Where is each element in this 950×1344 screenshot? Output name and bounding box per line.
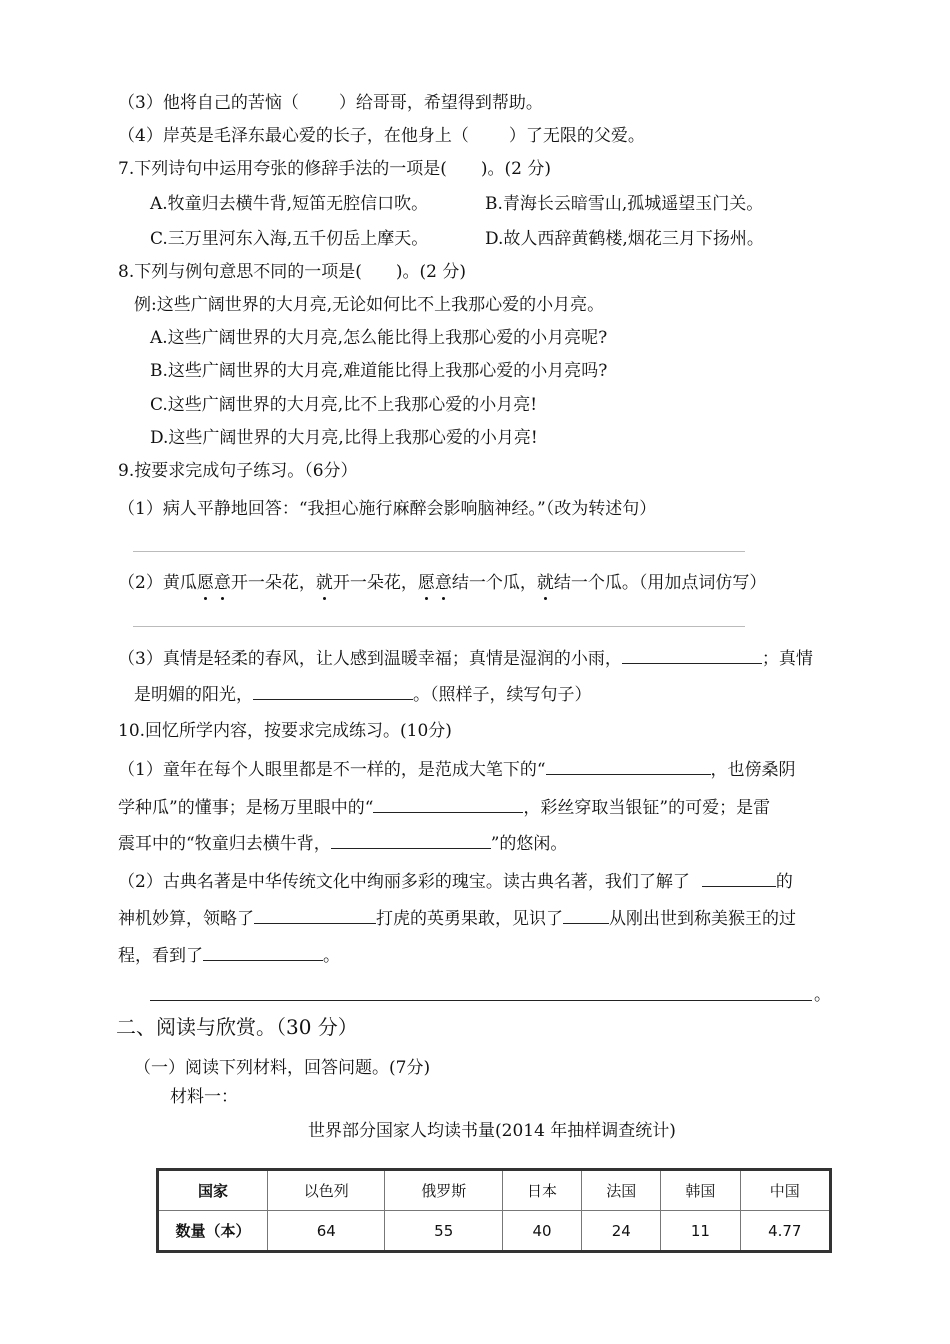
q9-item3-line2: 是明媚的阳光， 。（照样子，续写句子） — [134, 685, 592, 705]
q8-stem: 8.下列与例句意思不同的一项是( )。(2 分) — [118, 262, 466, 282]
q7-stem: 7.下列诗句中运用夸张的修辞手法的一项是( )。(2 分) — [118, 159, 551, 179]
section-title: 二、阅读与欣赏。（30 分） — [116, 1015, 358, 1039]
table-row — [158, 1211, 831, 1252]
q6-item4: （4）岸英是毛泽东最心爱的长子，在他身上（ ）了无限的父爱。 — [118, 126, 645, 146]
table-cell: 中国 — [740, 1170, 830, 1211]
q10-item2-line3: 程，看到了 。 — [118, 946, 340, 966]
answer-blank[interactable] — [546, 758, 711, 775]
table-cell: 日本 — [502, 1170, 581, 1211]
emphasis-char: 意 — [434, 573, 452, 593]
q9-item3-line1: （3）真情是轻柔的春风，让人感到温暖幸福；真情是湿润的小雨， ；真情 — [118, 649, 813, 669]
emphasis-char: 愿 — [417, 573, 435, 593]
q6-item3: （3）他将自己的苦恼（ ）给哥哥，希望得到帮助。 — [118, 93, 543, 113]
answer-blank[interactable] — [563, 907, 609, 924]
q10-item1-line3: 震耳中的“牧童归去横牛背， ”的悠闲。 — [118, 834, 568, 854]
emphasis-char: 就 — [536, 573, 554, 593]
q9-item1: （1）病人平静地回答：“我担心施行麻醉会影响脑神经。”（改为转述句） — [118, 499, 657, 519]
table-cell: 俄罗斯 — [385, 1170, 502, 1211]
table-cell: 法国 — [582, 1170, 661, 1211]
emphasis-char: 愿 — [196, 573, 214, 593]
q7-option-c: C.三万里河东入海,五千仞岳上摩天。 — [150, 229, 429, 249]
q7-option-d: D.故人西辞黄鹤楼,烟花三月下扬州。 — [485, 229, 764, 249]
answer-blank[interactable] — [622, 647, 762, 664]
q10-item2-line1: （2）古典名著是中华传统文化中绚丽多彩的瑰宝。读古典名著，我们了解了 的 — [118, 872, 793, 892]
q8-example: 例:这些广阔世界的大月亮,无论如何比不上我那心爱的小月亮。 — [134, 295, 605, 315]
table-cell: 以色列 — [268, 1170, 385, 1211]
q7-option-a: A.牧童归去横牛背,短笛无腔信口吹。 — [150, 194, 429, 214]
q9-item2: （2）黄瓜愿意开一朵花，就开一朵花，愿意结一个瓜，就结一个瓜。（用加点词仿写） — [118, 573, 767, 593]
table-cell: 64 — [268, 1211, 385, 1252]
table-cell: 24 — [582, 1211, 661, 1252]
material-label: 材料一： — [170, 1087, 238, 1107]
q8-option-d: D.这些广阔世界的大月亮,比得上我那心爱的小月亮! — [150, 428, 538, 448]
q10-item1-line1: （1）童年在每个人眼里都是不一样的，是范成大笔下的“ ，也傍桑阴 — [118, 760, 796, 780]
row-header: 国家 — [158, 1170, 268, 1211]
row-header: 数量（本） — [158, 1211, 268, 1252]
answer-blank[interactable] — [331, 832, 491, 849]
answer-blank[interactable] — [254, 907, 376, 924]
answer-blank[interactable] — [373, 796, 523, 813]
answer-line[interactable] — [133, 626, 745, 627]
answer-blank[interactable] — [253, 683, 413, 700]
table-title: 世界部分国家人均读书量(2014 年抽样调查统计) — [308, 1121, 676, 1141]
q8-option-b: B.这些广阔世界的大月亮,难道能比得上我那心爱的小月亮吗? — [150, 361, 608, 381]
answer-blank[interactable] — [702, 870, 776, 887]
table-cell: 4.77 — [740, 1211, 830, 1252]
answer-line[interactable] — [133, 551, 745, 552]
emphasis-char: 就 — [315, 573, 333, 593]
table-cell: 40 — [502, 1211, 581, 1252]
answer-line[interactable] — [150, 1000, 812, 1001]
q10-stem: 10.回忆所学内容，按要求完成练习。(10分) — [118, 721, 452, 741]
table-cell: 55 — [385, 1211, 502, 1252]
q8-option-c: C.这些广阔世界的大月亮,比不上我那心爱的小月亮! — [150, 395, 538, 415]
table-cell: 11 — [661, 1211, 740, 1252]
q10-item1-line2: 学种瓜”的懂事；是杨万里眼中的“ ，彩丝穿取当银钲”的可爱；是雷 — [118, 798, 771, 818]
part-title: （一）阅读下列材料，回答问题。(7分) — [134, 1058, 431, 1078]
reading-stats-table — [156, 1168, 832, 1253]
table-cell: 韩国 — [661, 1170, 740, 1211]
q9-stem: 9.按要求完成句子练习。（6分） — [118, 461, 358, 481]
answer-blank[interactable] — [203, 944, 323, 961]
q7-option-b: B.青海长云暗雪山,孤城遥望玉门关。 — [485, 194, 764, 214]
table-row — [158, 1170, 831, 1211]
q10-item2-line2: 神机妙算，领略了 打虎的英勇果敢，见识了 从刚出世到称美猴王的过 — [118, 909, 796, 929]
q10-end-punct: 。 — [814, 985, 831, 1005]
emphasis-char: 意 — [213, 573, 231, 593]
q8-option-a: A.这些广阔世界的大月亮,怎么能比得上我那心爱的小月亮呢? — [150, 328, 608, 348]
